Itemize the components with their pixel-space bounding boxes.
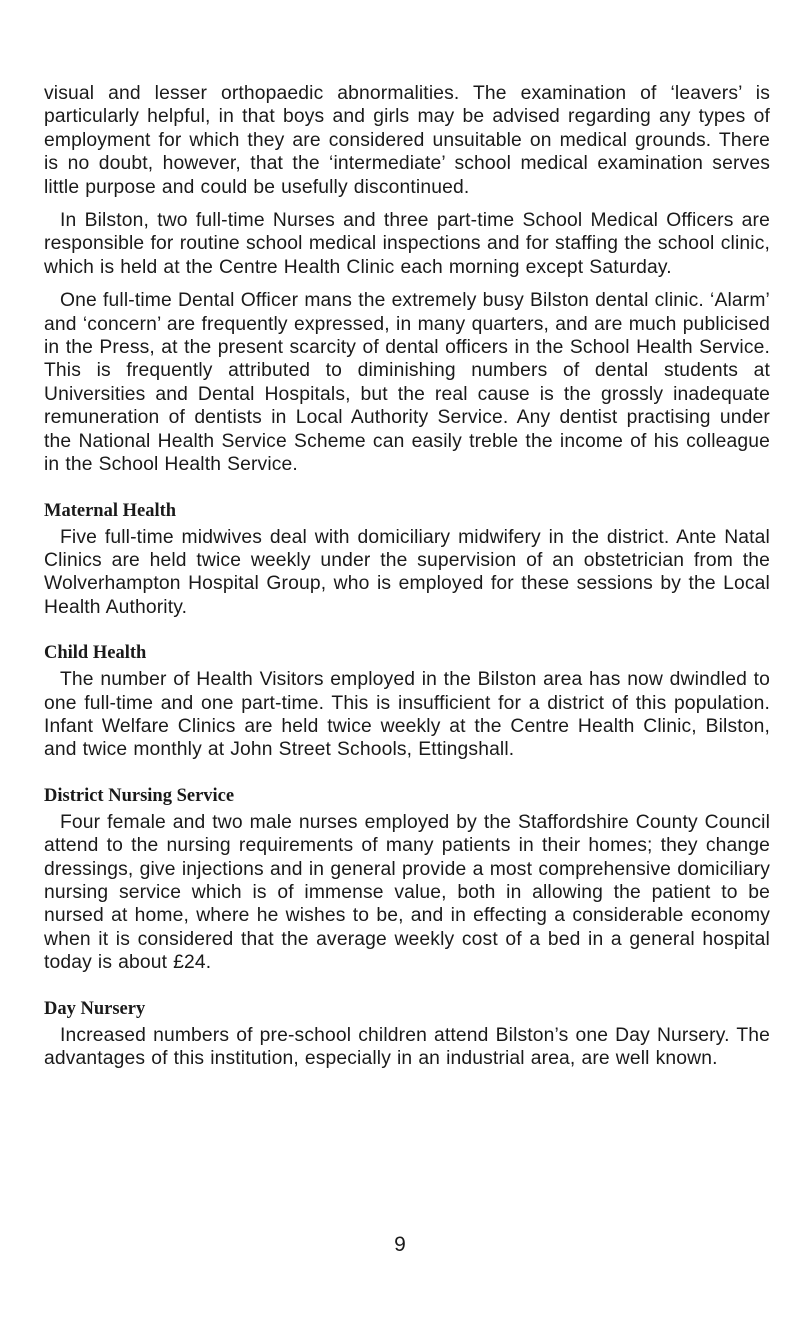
heading-district-nursing: District Nursing Service	[44, 785, 235, 806]
paragraph-school-staffing: In Bilston, two full-time Nurses and three part-time School Medical Officers are responsible for routine school medical inspections and for staffing the school clinic, which is held at the Centre Health Clinic each morning except Saturday.	[44, 210, 770, 278]
document-page	[44, 82, 770, 1070]
paragraph-district-nursing: Four female and two male nurses employed by the Staffordshire County Council attend to the nursing requirements of many patients in their homes; they change dressings, give injections and in general provide a most comprehensive domiciliary nursing service which is of immense value, both in allowing the patient to be nursed at home, where he wishes to be, and in effecting a considerable economy when it is considered that the average weekly cost of a bed in a general hospital today is about £24.	[44, 811, 770, 974]
paragraph-dental-officer: One full-time Dental Officer mans the extremely busy Bilston dental clinic. ‘Alarm’ and ‘concern’ are frequently expressed, in many quarters, and are much publicised in the Press, at the present scarcity of dental officers in the School Health Service. This is frequently attributed to diminishing numbers of dental students at Universities and Dental Hospitals, but the real cause is the grossly inadequate remuneration of dentists in Local Authority Service. Any dentist practising under the National Health Service Scheme can easily treble the income of his colleague in the School Health Service.	[44, 290, 770, 476]
paragraph-school-examination: visual and lesser orthopaedic abnormalities. The examination of ‘leavers’ is particularly helpful, in that boys and girls may be advised regarding any types of employment for which they are considered unsuitable on medical grounds. There is no doubt, however, that the ‘intermediate’ school medical examination serves little purpose and could be usefully discontinued.	[44, 83, 770, 198]
heading-child-health: Child Health	[44, 643, 147, 664]
heading-maternal-health: Maternal Health	[44, 500, 177, 521]
heading-day-nursery: Day Nursery	[44, 998, 146, 1019]
paragraph-child-health: The number of Health Visitors employed in the Bilston area has now dwindled to one full-time and one part-time. This is insufficient for a district of this population. Infant Welfare Clinics are held twice weekly at the Centre Health Clinic, Bilston, and twice monthly at John Street Schools, Ettingshall.	[44, 669, 770, 761]
paragraph-day-nursery: Increased numbers of pre-school children attend Bilston’s one Day Nursery. The advantages of this institution, especially in an industrial area, are well known.	[44, 1024, 770, 1069]
paragraph-maternal-health: Five full-time midwives deal with domiciliary midwifery in the district. Ante Natal Clinics are held twice weekly under the supervision of an obstetrician from the Wolverhampton Hospital Group, who is employed for these sessions by the Local Health Authority.	[44, 526, 770, 618]
page-number: 9	[394, 1233, 406, 1256]
